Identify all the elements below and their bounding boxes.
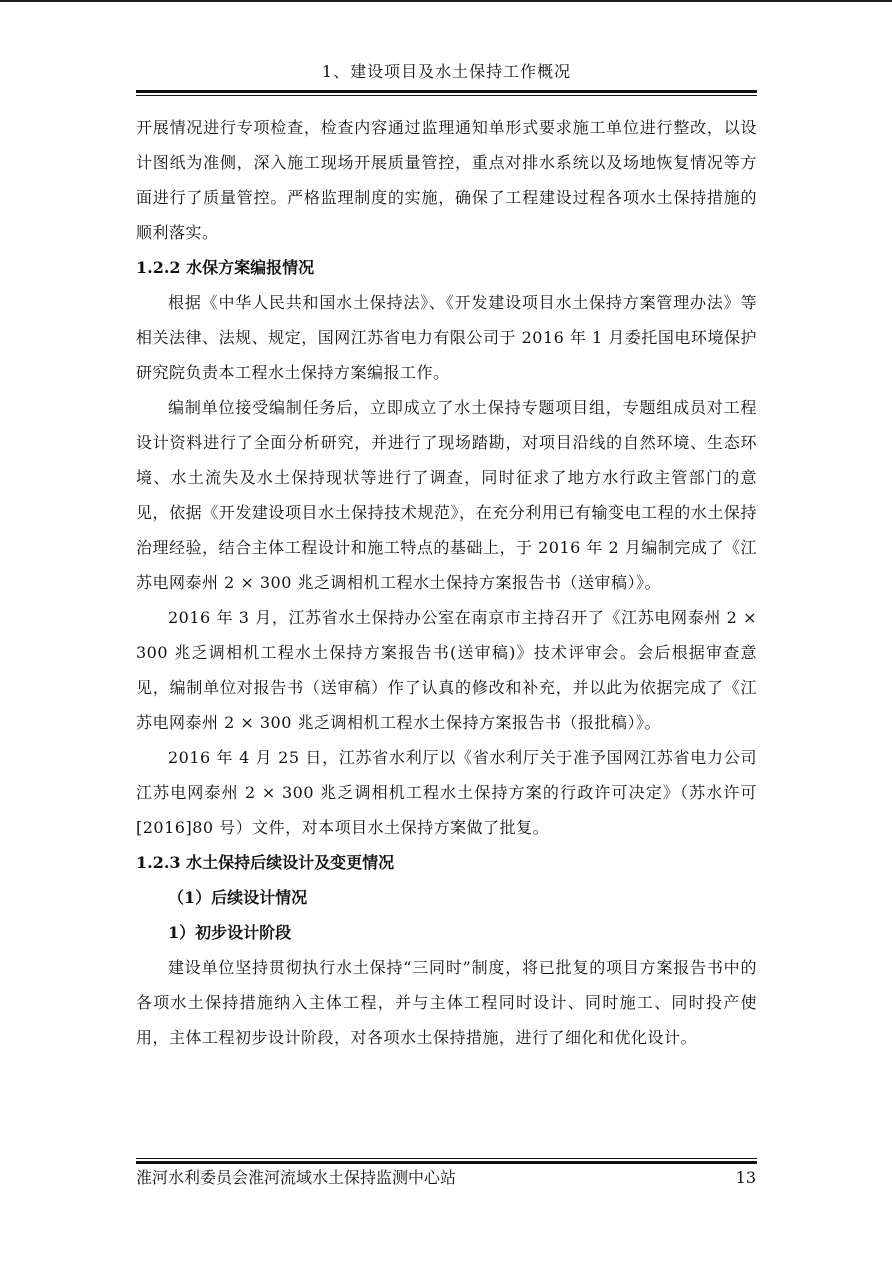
section-heading-1-2-2: 1.2.2 水保方案编报情况 <box>136 258 315 277</box>
page-number: 13 <box>735 1168 756 1187</box>
paragraph-preparation: 编制单位接受编制任务后，立即成立了水土保持专题项目组，专题组成员对工程设计资料进行了全面分析研究，并进行了现场踏勘，对项目沿线的自然环境、生态环境、水土流失及水土保持现状等进行了调查，同时征求了地方水行政主管部门的意见，依据《开发建设项目水土保持技术规范》，在充分利用已有输变电工程的水土保持治理经验，结合主体工程设计和施工特点的基础上，于 2016 年 2 月编制完成了《江苏电网泰州 2 × 300 兆乏调相机工程水土保持方案报告书（送审稿）》。 <box>136 398 757 592</box>
subheading-follow-up-design: （1）后续设计情况 <box>168 888 308 907</box>
paragraph-three-simultaneous: 建设单位坚持贯彻执行水土保持“三同时”制度，将已批复的项目方案报告书中的各项水土保持措施纳入主体工程，并与主体工程同时设计、同时施工、同时投产使用，主体工程初步设计阶段，对各项水土保持措施，进行了细化和优化设计。 <box>136 958 757 1047</box>
document-body <box>136 110 757 1055</box>
paragraph-legal-basis: 根据《中华人民共和国水土保持法》、《开发建设项目水土保持方案管理办法》等相关法律、法规、规定，国网江苏省电力有限公司于 2016 年 1 月委托国电环境保护研究院负责本工程水土保持方案编报工作。 <box>136 293 757 382</box>
footer-rule-thin <box>136 1158 757 1159</box>
page-top-border <box>0 0 892 2</box>
page-header-title: 1、建设项目及水土保持工作概况 <box>321 62 572 81</box>
paragraph-review: 2016 年 3 月，江苏省水土保持办公室在南京市主持召开了《江苏电网泰州 2 × 300 兆乏调相机工程水土保持方案报告书(送审稿)》技术评审会。会后根据审查意见，编制单位对报告书（送审稿）作了认真的修改和补充，并以此为依据完成了《江苏电网泰州 2 × 300 兆乏调相机工程水土保持方案报告书（报批稿）》。 <box>136 608 757 732</box>
subheading-preliminary-design: 1）初步设计阶段 <box>168 923 292 942</box>
section-heading-1-2-3: 1.2.3 水土保持后续设计及变更情况 <box>136 853 395 872</box>
paragraph-approval: 2016 年 4 月 25 日，江苏省水利厅以《省水利厅关于准予国网江苏省电力公司江苏电网泰州 2 × 300 兆乏调相机工程水土保持方案的行政许可决定》（苏水许可[2016]80 号）文件，对本项目水土保持方案做了批复。 <box>136 748 757 837</box>
footer-rule <box>136 1161 757 1164</box>
footer-organization: 淮河水利委员会淮河流域水土保持监测中心站 <box>136 1168 457 1187</box>
header-rule-thin <box>136 95 757 96</box>
header-rule <box>136 90 757 93</box>
paragraph-continuation: 开展情况进行专项检查，检查内容通过监理通知单形式要求施工单位进行整改，以设计图纸为准侧，深入施工现场开展质量管控，重点对排水系统以及场地恢复情况等方面进行了质量管控。严格监理制度的实施，确保了工程建设过程各项水土保持措施的顺利落实。 <box>136 118 757 242</box>
